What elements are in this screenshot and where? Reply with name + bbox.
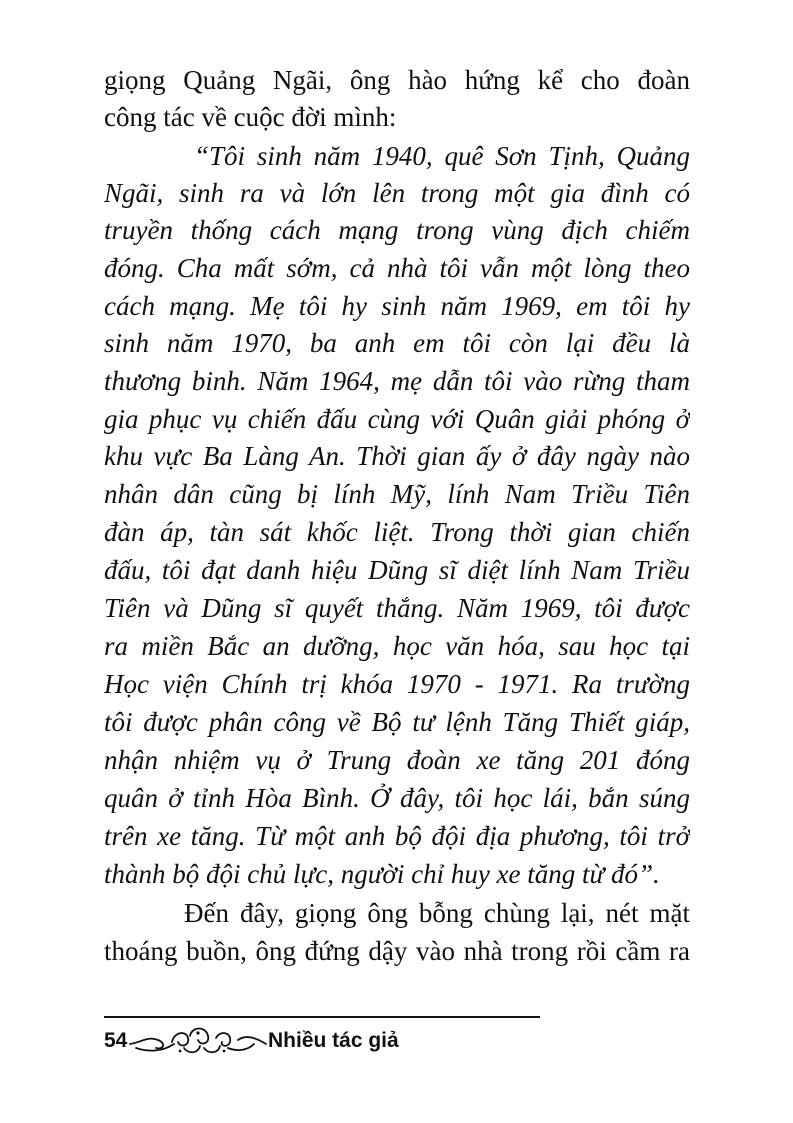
text-line: thoáng buồn, ông đứng dậy vào nhà trong rồi cầm ra <box>104 936 690 966</box>
quote-line: trên xe tăng. Từ một anh bộ đội địa phương, tôi trở <box>104 821 690 851</box>
quote-line: cách mạng. Mẹ tôi hy sinh năm 1969, em tôi hy <box>104 291 690 321</box>
quote-line: sinh năm 1970, ba anh em tôi còn lại đều là <box>104 328 690 358</box>
quote-line: gia phục vụ chiến đấu cùng với Quân giải phóng ở <box>104 404 690 434</box>
quote-line: Ngãi, sinh ra và lớn lên trong một gia đình có <box>104 178 690 208</box>
quote-line: Tiên và Dũng sĩ quyết thắng. Năm 1969, tôi được <box>104 593 690 623</box>
quote-line: truyền thống cách mạng trong vùng địch chiếm <box>104 215 690 245</box>
book-author: Nhiều tác giả <box>268 1029 399 1052</box>
quote-line: đàn áp, tàn sát khốc liệt. Trong thời gian chiến <box>104 517 690 547</box>
text-line: giọng Quảng Ngãi, ông hào hứng kể cho đoàn <box>104 65 690 95</box>
quote-line: thành bộ đội chủ lực, người chỉ huy xe tăng từ đó”. <box>104 859 660 889</box>
quote-line: đấu, tôi đạt danh hiệu Dũng sĩ diệt lính Nam Triều <box>104 555 690 585</box>
text-line: Đến đây, giọng ông bỗng chùng lại, nét mặt <box>184 898 690 928</box>
text-line: công tác về cuộc đời mình: <box>104 102 397 132</box>
quote-line: tôi được phân công về Bộ tư lệnh Tăng Thiết giáp, <box>104 707 690 737</box>
quote-line: quân ở tỉnh Hòa Bình. Ở đây, tôi học lái, bắn súng <box>104 783 690 813</box>
quote-line: nhận nhiệm vụ ở Trung đoàn xe tăng 201 đóng <box>104 745 690 775</box>
quote-line: nhân dân cũng bị lính Mỹ, lính Nam Triều Tiên <box>104 479 690 509</box>
quote-line: thương binh. Năm 1964, mẹ dẫn tôi vào rừng tham <box>104 366 690 396</box>
footer-rule <box>104 1016 540 1018</box>
page-number: 54 <box>104 1029 128 1052</box>
quote-line: ra miền Bắc an dưỡng, học văn hóa, sau học tại <box>104 631 690 661</box>
quote-line: đóng. Cha mất sớm, cả nhà tôi vẫn một lòng theo <box>104 253 690 283</box>
quote-line: khu vực Ba Làng An. Thời gian ấy ở đây ngày nào <box>104 441 690 471</box>
quote-line: Học viện Chính trị khóa 1970 - 1971. Ra trường <box>104 669 690 699</box>
flourish-ornament-icon <box>128 1024 268 1058</box>
quote-line: “Tôi sinh năm 1940, quê Sơn Tịnh, Quảng <box>194 141 690 171</box>
